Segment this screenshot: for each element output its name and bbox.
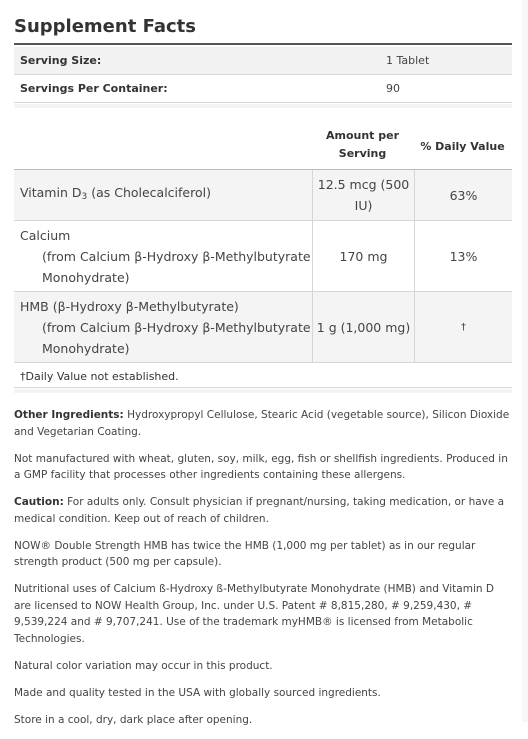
amount-header-line2: Serving xyxy=(338,147,387,160)
caution-statement xyxy=(14,494,514,527)
nutrient-table xyxy=(14,170,512,363)
caution-label: Caution: xyxy=(14,496,64,508)
nutrient-source: (from Calcium β-Hydroxy β-Methylbutyrate Monohydrate) xyxy=(42,320,311,356)
amount-per-serving-header xyxy=(312,124,413,169)
nutrient-dv: 63% xyxy=(449,187,478,203)
serving-table xyxy=(14,47,512,103)
allergen-statement: Not manufactured with wheat, gluten, soy, milk, egg, fish or shellfish ingredients. Produced in a GMP facility that processes other ingredients containing these allergens. xyxy=(14,452,508,481)
product-notes xyxy=(14,407,514,739)
storage-note: Store in a cool, dry, dark place after opening. xyxy=(14,713,253,726)
daily-value-header: % Daily Value xyxy=(420,140,505,153)
nutrient-source: (from Calcium β-Hydroxy β-Methylbutyrate Monohydrate) xyxy=(42,249,311,285)
serving-size-value: 1 Tablet xyxy=(386,54,430,67)
nutrient-name-suffix: (as Cholecalciferol) xyxy=(87,185,211,200)
daily-value-footnote: †Daily Value not established. xyxy=(14,365,512,388)
other-ingredients-text: Hydroxypropyl Cellulose, Stearic Acid (vegetable source), Silicon Dioxide and Vegetarian Coating. xyxy=(14,409,510,438)
nutrient-amount: 1 g (1,000 mg) xyxy=(312,292,415,362)
nutrient-amount: 170 mg xyxy=(312,221,415,291)
title-divider xyxy=(14,43,512,45)
made-in-usa-note: Made and quality tested in the USA with globally sourced ingredients. xyxy=(14,686,381,699)
color-variation-note: Natural color variation may occur in this product. xyxy=(14,659,273,672)
table-row xyxy=(14,292,512,363)
scrollbar-track[interactable] xyxy=(522,0,528,722)
nutrient-name xyxy=(14,292,312,362)
table-row xyxy=(14,221,512,292)
servings-per-container-value: 90 xyxy=(386,82,400,95)
nutrient-amount: 12.5 mcg (500 IU) xyxy=(312,170,415,220)
amount-header-line1: Amount per xyxy=(325,129,400,142)
strength-statement: NOW® Double Strength HMB has twice the HMB (1,000 mg per tablet) as in our regular strength product (500 mg per capsule). xyxy=(14,539,476,568)
table-row xyxy=(14,170,512,221)
nutrient-name-text: Vitamin D xyxy=(20,185,82,200)
nutrient-name-text: HMB (β-Hydroxy β-Methylbutyrate) xyxy=(20,299,239,314)
servings-per-container-row xyxy=(14,75,512,103)
nutrient-table-header xyxy=(14,124,512,170)
nutrient-name xyxy=(14,221,312,291)
serving-size-label: Serving Size: xyxy=(20,54,102,67)
nutrient-name-text: Calcium xyxy=(20,228,71,243)
servings-per-container-label: Servings Per Container: xyxy=(20,82,168,95)
caution-text: For adults only. Consult physician if pregnant/nursing, taking medication, or have a medical condition. Keep out of reach of children. xyxy=(14,496,505,525)
section-divider xyxy=(14,104,512,108)
nutrient-dv: † xyxy=(461,321,466,333)
other-ingredients-label: Other Ingredients: xyxy=(14,409,124,421)
patent-statement: Nutritional uses of Calcium ß-Hydroxy ß-Methylbutyrate Monohydrate (HMB) and Vitamin D are licensed to NOW Health Group, Inc. under U.S. Patent # 8,815,280, # 9,259,430, # 9,539,224 and # 9,707,241. Use of the trademark myHMB® is licensed from Metabolic Technologies. xyxy=(14,583,494,645)
section-divider xyxy=(14,389,512,393)
other-ingredients xyxy=(14,407,514,440)
nutrient-name xyxy=(14,170,312,220)
page-title: Supplement Facts xyxy=(14,16,196,37)
nutrient-name-subscript: 3 xyxy=(81,192,88,202)
serving-size-row xyxy=(14,47,512,75)
nutrient-dv: 13% xyxy=(449,248,478,264)
